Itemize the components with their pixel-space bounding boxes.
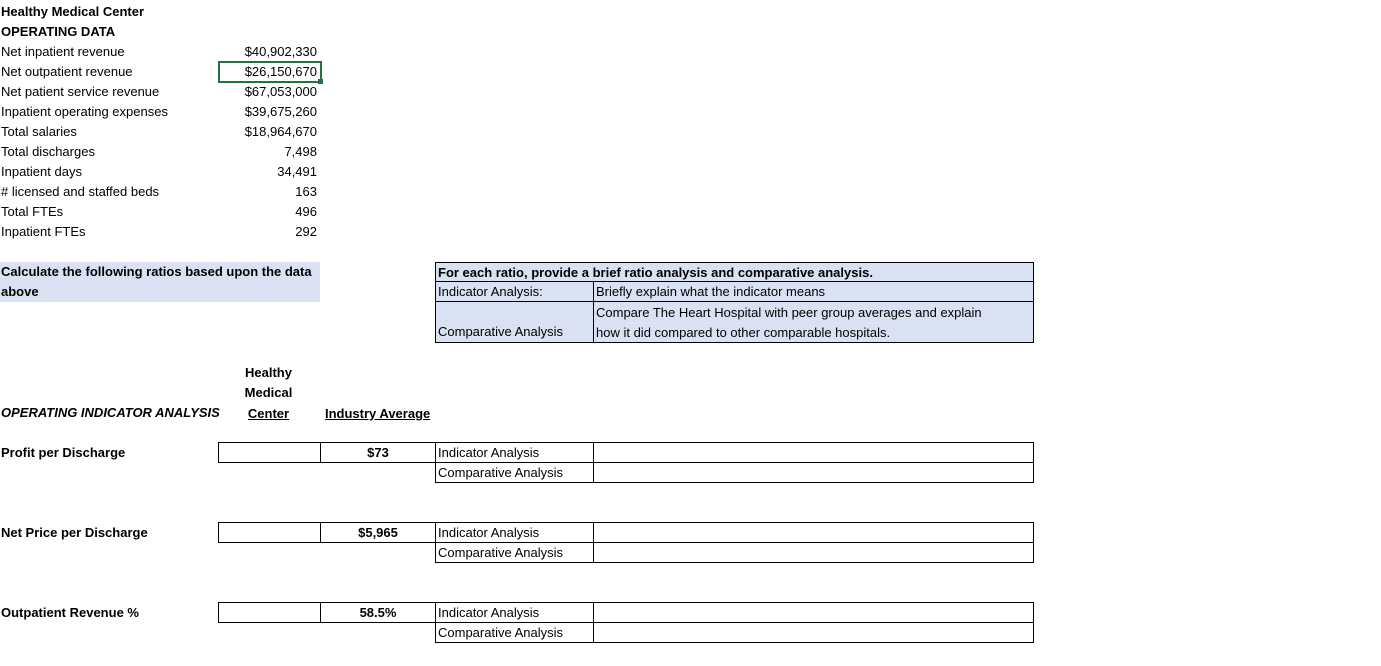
industry-value: $73 [367, 445, 389, 460]
indicator-analysis-label[interactable]: Indicator Analysis [435, 602, 594, 623]
data-value[interactable]: 292 [295, 224, 317, 239]
comparative-analysis-input[interactable] [593, 542, 1034, 563]
instructions-line-1[interactable]: Calculate the following ratios based upon the data [1, 264, 312, 279]
section-title: OPERATING DATA [1, 24, 116, 39]
hmc-value-cell[interactable] [218, 522, 321, 543]
fill-handle[interactable] [318, 79, 323, 84]
hmc-header-3[interactable]: Center [247, 406, 290, 421]
indicator-analysis-label[interactable]: Indicator Analysis [435, 522, 594, 543]
hmc-value-cell[interactable] [218, 602, 321, 623]
data-label[interactable]: Net patient service revenue [1, 84, 160, 99]
ratio-label[interactable]: Outpatient Revenue % [1, 605, 139, 620]
indicator-description[interactable]: Briefly explain what the indicator means [593, 281, 1034, 302]
indicator-analysis-label[interactable]: Indicator Analysis [435, 442, 594, 463]
data-label[interactable]: Inpatient operating expenses [1, 104, 168, 119]
ratio-label[interactable]: Net Price per Discharge [1, 525, 148, 540]
data-label[interactable]: Total salaries [1, 124, 77, 139]
industry-value: 58.5% [359, 605, 397, 620]
data-value[interactable]: $67,053,000 [244, 84, 317, 99]
data-label[interactable]: Total FTEs [1, 204, 64, 219]
industry-average-header[interactable]: Industry Average [325, 406, 431, 421]
ratio-label[interactable]: Profit per Discharge [1, 445, 126, 460]
comparative-analysis-label[interactable]: Comparative Analysis [435, 462, 594, 483]
indicator-label[interactable]: Indicator Analysis: [435, 281, 594, 302]
industry-value: $5,965 [358, 525, 398, 540]
comparative-analysis-label[interactable]: Comparative Analysis [435, 622, 594, 643]
data-value[interactable]: 34,491 [277, 164, 317, 179]
indicator-analysis-input[interactable] [593, 602, 1034, 623]
comparative-description-1: Compare The Heart Hospital with peer group averages and explain [596, 305, 982, 320]
hmc-header-1[interactable]: Healthy [245, 365, 292, 380]
data-label[interactable]: Net outpatient revenue [1, 64, 133, 79]
data-value[interactable]: 163 [295, 184, 317, 199]
analysis-box-title[interactable]: For each ratio, provide a brief ratio analysis and comparative analysis. [435, 262, 1034, 282]
comparative-analysis-input[interactable] [593, 622, 1034, 643]
operating-indicator-analysis-label[interactable]: OPERATING INDICATOR ANALYSIS [1, 405, 220, 420]
data-value[interactable]: 496 [295, 204, 317, 219]
data-label[interactable]: Total discharges [1, 144, 95, 159]
hmc-value-cell[interactable] [218, 442, 321, 463]
data-value[interactable]: $40,902,330 [244, 44, 317, 59]
indicator-analysis-input[interactable] [593, 442, 1034, 463]
indicator-analysis-input[interactable] [593, 522, 1034, 543]
data-label[interactable]: Net inpatient revenue [1, 44, 125, 59]
data-value[interactable]: $39,675,260 [244, 104, 317, 119]
company-title: Healthy Medical Center [1, 4, 145, 19]
data-label[interactable]: Inpatient days [1, 164, 82, 179]
comparative-label: Comparative Analysis [438, 324, 563, 339]
data-value[interactable]: $18,964,670 [244, 124, 317, 139]
comparative-description-2: how it did compared to other comparable hospitals. [596, 325, 891, 340]
comparative-description-cell[interactable] [593, 301, 1034, 343]
data-value[interactable]: $26,150,670 [244, 64, 317, 79]
comparative-analysis-input[interactable] [593, 462, 1034, 483]
instructions-line-2[interactable]: above [1, 284, 39, 299]
data-label[interactable]: # licensed and staffed beds [1, 184, 160, 199]
hmc-header-2[interactable]: Medical [244, 385, 293, 400]
comparative-label-cell[interactable] [435, 301, 594, 343]
data-value[interactable]: 7,498 [284, 144, 317, 159]
comparative-analysis-label[interactable]: Comparative Analysis [435, 542, 594, 563]
data-label[interactable]: Inpatient FTEs [1, 224, 86, 239]
